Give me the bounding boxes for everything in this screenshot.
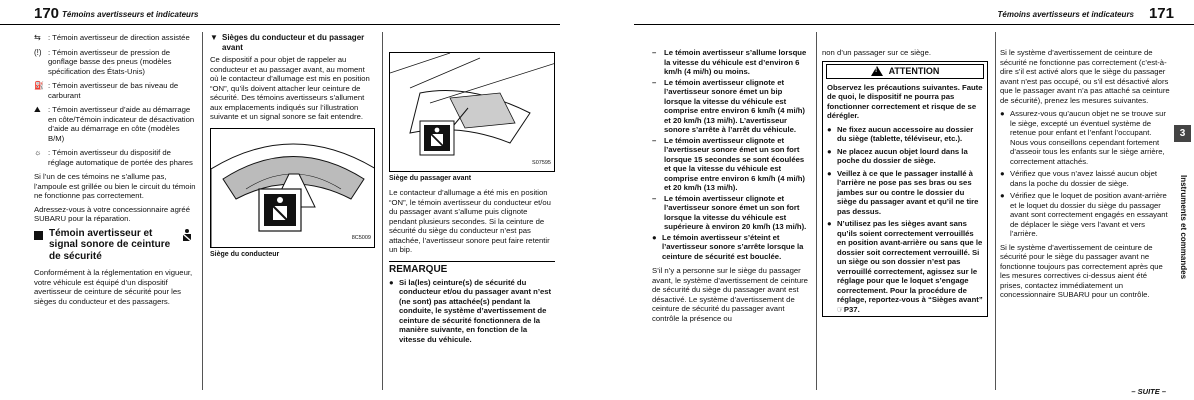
dash-marker: – <box>652 77 657 87</box>
square-bullet-icon <box>34 231 43 240</box>
figure-id: S07595 <box>532 159 551 166</box>
bullet-icon: ● <box>827 219 832 228</box>
attention-box <box>822 61 988 318</box>
paragraph: non d’un passager sur ce siège. <box>822 48 931 57</box>
right-page <box>634 0 1194 400</box>
bullet-icon: ● <box>827 146 832 156</box>
triangle-down-icon: ▼ <box>210 33 218 42</box>
passenger-seat-figure <box>389 52 555 172</box>
driver-seat-figure <box>210 128 375 248</box>
paragraph: Si le système d’avertissement de ceinture de sécurité pour le siège du passager avant ne fonctionne toujours pas correctement après que les mesures correctives ci-dessus aient été prises, contactez immédiatement un concessionnaire SUBARU pour un contrôle. <box>1000 242 1163 299</box>
list-item-text: Vérifiez que vous n’avez laissé aucun objet dans la poche du dossier de siège. <box>1010 169 1158 188</box>
section-heading <box>34 228 196 263</box>
hill-start-assist-icon: ⛰ <box>34 105 41 114</box>
list-item <box>827 125 983 144</box>
list-item-text: Vérifiez que le loquet de position avant-arrière et le loquet du dossier du siège du passager avant sont correctement engagés en essayant de déplacer le siège vers l’avant et vers l’arrière. <box>1010 191 1168 238</box>
indicator-text: : Témoin avertisseur d’aide au démarrage en côte/Témoin indicateur de désactivation d’aide au démarrage en côte (modèles B/M) <box>48 105 195 143</box>
chapter-tab[interactable]: 3 <box>1174 125 1191 142</box>
paragraph: Ce dispositif a pour objet de rappeler au conducteur et au passager avant, au moment où le contacteur d’allumage est mis en position “ON”, qu’ils doivent attacher leur ceinture de sécurité. Des témoins avertisseurs s’allument aux emplacements indiqués sur l’illustration suivante et un signal sonore se fait entendre. <box>210 55 370 121</box>
paragraph: Si l’un de ces témoins ne s’allume pas, l’ampoule est grillée ou bien le circuit du témoin ne fonctionne pas correctement. <box>34 172 196 200</box>
left-col-3 <box>389 52 555 344</box>
figure-id: 8C5009 <box>351 235 371 241</box>
dashboard-illustration <box>211 129 375 248</box>
paragraph: S’il n’y a personne sur le siège du passager avant, le système d’avertissement de ceinture de sécurité du siège du passager avant est désactivé. Le système d’avertissement de ceinture de sécurité du passager avant contrôle la présence ou <box>652 266 808 323</box>
bullet-icon: ● <box>1000 191 1005 200</box>
header-title: Témoins avertisseurs et indicateurs <box>997 10 1134 19</box>
page-header <box>634 3 1194 25</box>
list-item-text: N’utilisez pas les sièges avant sans qu’ils soient correctement verrouillés en position avant-arrière ou sans que le dossier soit correctement verrouillé. Si un siège ou son dossier n’est pas verrouillé correctement, agissez sur le réglage pour que le loquet s’engage correctement. Pour la procédure de réglage, reportez-vous à “Sièges avant” ☞P37. <box>837 219 983 314</box>
indicator-item <box>34 105 196 143</box>
dash-text: Le témoin avertisseur s’allume lorsque la vitesse du véhicule est d’environ 6 km/h (4 mi/h) ou moins. <box>664 48 807 76</box>
header-title: Témoins avertisseurs et indicateurs <box>62 10 199 19</box>
dash-text: Le témoin avertisseur clignote et l’avertisseur sonore émet un son fort lorsque 15 secondes se sont écoulées et que la vitesse du véhicule est comprise entre environ 6 km/h (4 mi/h) et 20 km/h (13 mi/h). <box>664 135 805 192</box>
subheading: ▼ Sièges du conducteur et du passager avant <box>210 33 365 52</box>
bullet-list <box>1000 109 1170 239</box>
headlight-leveling-icon: ☼ <box>34 148 42 157</box>
list-item <box>1000 169 1170 188</box>
dash-list <box>652 48 812 232</box>
figure-caption: Siège du passager avant <box>389 175 472 182</box>
chapter-side-title: Instruments et commandes <box>1178 174 1188 280</box>
dash-marker: – <box>652 193 657 203</box>
column-divider <box>995 32 996 390</box>
page-header <box>0 3 560 25</box>
bullet-icon: ● <box>1000 109 1005 118</box>
attention-bullet-list <box>827 125 983 315</box>
attention-body <box>827 83 983 315</box>
tire-pressure-icon: (!) <box>34 47 42 57</box>
paragraph: Le contacteur d’allumage a été mis en position “ON”, le témoin avertisseur du conducteur et/ou du passager avant s’allume puis clignote pendant plusieurs secondes. Si la ceinture de sécurité du siège du conducteur n’est pas attachée, l’avertisseur sonore peut faire retentir un bip. <box>389 188 551 254</box>
bullet-icon: ● <box>827 168 832 178</box>
list-item <box>827 147 983 166</box>
right-col-1 <box>652 48 812 327</box>
warning-triangle-icon: ! <box>871 66 883 76</box>
right-col-3 <box>1000 48 1170 304</box>
overhead-console-illustration <box>390 53 555 172</box>
page-number: 170 <box>34 5 60 22</box>
paragraph: Adressez-vous à votre concessionnaire agréé SUBARU pour la réparation. <box>34 204 190 223</box>
dash-item <box>652 78 812 135</box>
indicator-item <box>34 81 196 100</box>
list-item <box>827 169 983 217</box>
indicator-list <box>34 33 196 167</box>
list-item-text: Ne fixez aucun accessoire au dossier du siège (tablette, téléviseur, etc.). <box>837 124 974 143</box>
list-item <box>1000 109 1170 166</box>
list-item: ● Le témoin avertisseur s’éteint et l’avertisseur sonore s’arrête lorsque la ceinture de sécurité est bouclée. <box>652 232 804 261</box>
dash-item <box>652 48 812 77</box>
column-divider <box>202 32 203 390</box>
bullet-icon: ● <box>827 124 832 134</box>
continued-label: – SUITE – <box>1131 386 1166 396</box>
section-title: Témoin avertisseur et signal sonore de ceinture de sécurité <box>49 227 171 262</box>
column-divider <box>816 32 817 390</box>
seatbelt-warning-icon <box>178 228 196 246</box>
dash-item <box>652 136 812 193</box>
column-divider <box>382 32 383 390</box>
dash-text: Le témoin avertisseur clignote et l’avertisseur sonore émet un son fort lorsque la vitesse du véhicule est supérieure à environ 20 km/h (13 mi/h). <box>664 193 807 231</box>
dash-marker: – <box>652 48 657 57</box>
remark-bullet: ● Si la(les) ceinture(s) de sécurité du conducteur et/ou du passager avant n’est (ne sont) pas attachée(s) pendant la conduite, le système d’avertissement de ceinture de sécurité fonctionnera de la manière suivante, en fonction de la vitesse du véhicule. <box>389 277 552 344</box>
indicator-item <box>34 48 196 77</box>
list-item-text: Assurez-vous qu’aucun objet ne se trouve sur le siège, excepté un éventuel système de retenue pour enfant et l’enfant l’occupant. Nous vous conseillons cependant fortement d’asseoir tous les enfants sur le siège arrière, correctement attachés. <box>1010 109 1166 166</box>
bullet-icon: ● <box>652 232 657 242</box>
bullet-icon: ● <box>1000 169 1005 178</box>
indicator-text: : Témoin avertisseur de pression de gonflage basse des pneus (modèles spécification des États-Unis) <box>48 47 172 76</box>
indicator-text: : Témoin avertisseur de direction assistée <box>48 33 190 42</box>
right-col-2 <box>822 48 988 317</box>
left-col-2 <box>210 33 375 259</box>
bullet-icon: ● <box>389 277 394 287</box>
paragraph: Conformément à la réglementation en vigueur, votre véhicule est équipé d’un dispositif avertisseur de ceinture de sécurité pour les sièges du conducteur et des passagers. <box>34 268 193 306</box>
left-col-1 <box>34 33 196 310</box>
list-item-text: Veillez à ce que le passager installé à l’arrière ne pose pas ses bras ou ses jambes sur ou contre le dossier du siège du passager avant et qu’il ne tire pas dessus. <box>837 168 979 216</box>
paragraph: Si le système d’avertissement de ceinture de sécurité ne fonctionne pas correctement (c’est-à-dire s’il est activé alors que le siège du passager avant n’est pas occupé, ou s’il est désactivé alors que le passager avant n’a pas attaché sa ceinture de sécurité), prenez les mesures suivantes. <box>1000 48 1170 105</box>
figure-caption: Siège du conducteur <box>210 250 280 258</box>
fuel-icon: ⛽ <box>34 81 44 90</box>
indicator-text: : Témoin avertisseur de bas niveau de carburant <box>48 81 179 100</box>
remark-title: REMARQUE <box>389 261 555 276</box>
indicator-item <box>34 33 196 43</box>
attention-intro: Observez les précautions suivantes. Faute de quoi, le dispositif ne pourra pas fonctionner correctement et risque de se dérégler. <box>827 82 983 120</box>
list-item <box>827 219 983 314</box>
page-number: 171 <box>1148 5 1174 22</box>
dash-text: Le témoin avertisseur clignote et l’avertisseur sonore émet un bip lorsque la vitesse du véhicule est comprise entre environ 6 km/h (4 mi/h) et 20 km/h (13 mi/h). L’avertisseur sonore s’arrête à l’arrêt du véhicule. <box>664 77 805 134</box>
attention-header: ! ATTENTION <box>826 64 984 79</box>
indicator-item <box>34 148 196 167</box>
direction-assist-icon: ⇆ <box>34 33 41 42</box>
list-item-text: Ne placez aucun objet lourd dans la poche du dossier de siège. <box>837 146 968 165</box>
list-item <box>1000 191 1170 239</box>
indicator-text: : Témoin avertisseur du dispositif de réglage automatique de portée des phares <box>48 148 193 167</box>
dash-marker: – <box>652 135 657 145</box>
dash-item <box>652 194 812 232</box>
left-page <box>0 0 560 400</box>
